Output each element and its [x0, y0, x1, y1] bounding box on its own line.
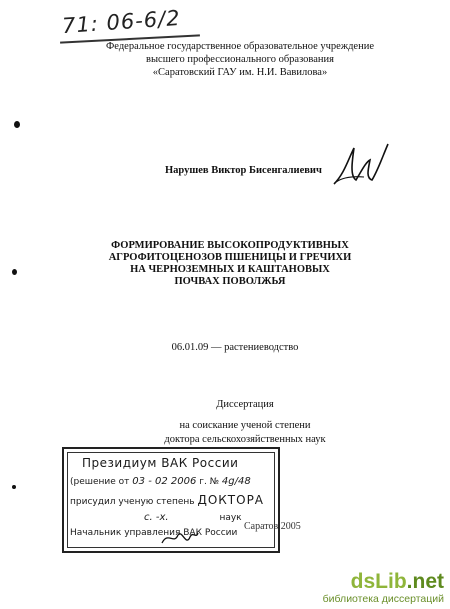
stamp-field-suffix: наук: [219, 513, 242, 523]
handwritten-archive-code: 71: 06-6/2: [61, 5, 182, 39]
dissertation-title: [100, 240, 360, 288]
institution-line: Федеральное государственное образовательное учреждение: [106, 41, 374, 52]
city-year: Саратов 2005: [244, 521, 301, 532]
author-name: Нарушев Виктор Бисенгалиевич: [165, 165, 322, 176]
dissertation-kind: Диссертация: [216, 399, 274, 410]
purpose-line: на соискание ученой степени: [179, 420, 311, 431]
stamp-title: Президиум ВАК России: [82, 456, 239, 470]
title-line: НА ЧЕРНОЗЕМНЫХ И КАШТАНОВЫХ: [130, 264, 330, 275]
stamp-degree: ДОКТОРА: [197, 493, 265, 507]
title-line: ФОРМИРОВАНИЕ ВЫСОКОПРОДУКТИВНЫХ: [111, 240, 349, 251]
punch-hole-mark: [12, 269, 17, 275]
stamp-awarded-label: присудил ученую степень: [70, 497, 195, 507]
vak-stamp: [62, 447, 280, 553]
institution-line: «Саратовский ГАУ им. Н.И. Вавилова»: [152, 67, 328, 78]
watermark: [323, 571, 444, 605]
author-signature: [330, 140, 390, 195]
stamp-head-label: Начальник управления ВАК России: [70, 528, 238, 538]
stamp-field-line: [144, 512, 242, 523]
stamp-decision-date: 03 - 02 2006: [132, 476, 197, 487]
title-line: ПОЧВАХ ПОВОЛЖЬЯ: [174, 276, 286, 287]
stamp-decision-no-label: г. №: [199, 477, 220, 487]
stamp-decision-prefix: (решение от: [70, 477, 130, 487]
stamp-field-fill: с. -х.: [144, 512, 169, 523]
stamp-decision-line: [70, 476, 251, 487]
stamp-decision-number: 4g/48: [221, 476, 251, 487]
dissertation-purpose: [120, 398, 370, 447]
stamp-award-line: [70, 493, 264, 507]
punch-hole-mark: [14, 121, 20, 128]
specialty-code: 06.01.09 — растениеводство: [171, 342, 299, 353]
stamp-signature: [160, 527, 200, 549]
scan-speck: [12, 485, 16, 489]
title-line: АГРОФИТОЦЕНОЗОВ ПШЕНИЦЫ И ГРЕЧИХИ: [108, 252, 352, 263]
purpose-line: доктора сельскохозяйственных наук: [164, 434, 326, 445]
institution-line: высшего профессионального образования: [146, 54, 334, 65]
watermark-logo: dsLib.net: [350, 570, 444, 593]
watermark-subtitle: библиотека диссертаций: [322, 593, 444, 605]
institution-block: [90, 40, 390, 79]
